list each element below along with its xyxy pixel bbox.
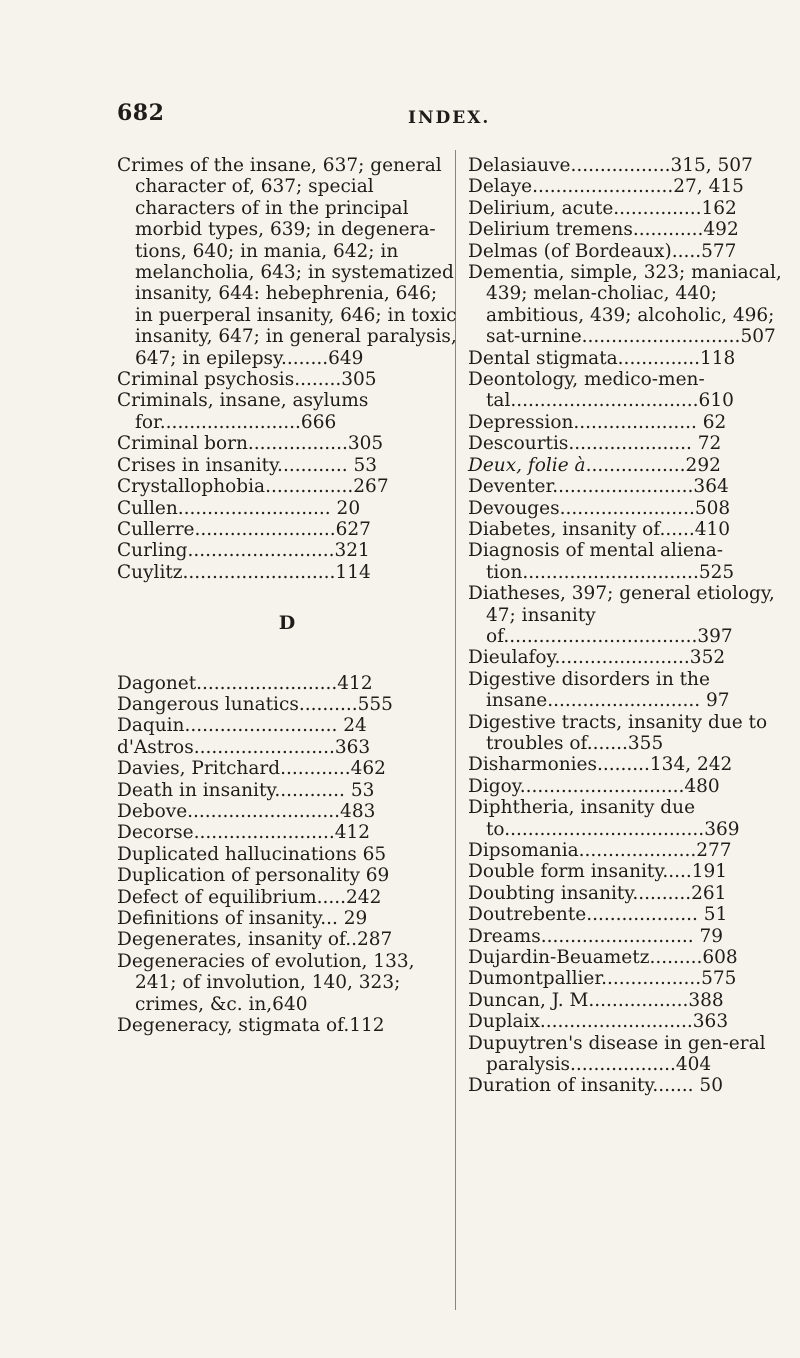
right-column: [468, 155, 800, 1097]
index-entry: Cullen.......................... 20: [117, 497, 361, 519]
index-entry: Criminal psychosis........305: [117, 369, 377, 391]
index-entry: Dipsomania....................277: [468, 840, 732, 861]
index-entry: Delmas (of Bordeaux).....577: [468, 240, 737, 262]
index-entry: Dujardin-Beuametz.........608: [468, 947, 738, 969]
index-entry: Duration of insanity....... 50: [468, 1075, 723, 1097]
index-entry: Dupuytren's disease in gen-eral paralysis..................404: [468, 1032, 766, 1076]
index-entry: Deontology, medico-men-tal................................610: [468, 369, 734, 412]
index-entry: Duncan, J. M.................388: [468, 989, 724, 1011]
index-entry: Doutrebente................... 51: [468, 904, 728, 926]
page-header: [0, 0, 800, 130]
index-entry: Double form insanity.....191: [468, 861, 728, 883]
index-entry: Dumontpallier.................575: [468, 968, 737, 990]
index-entry: Davies, Pritchard............462: [117, 758, 386, 780]
index-entry: Curling.........................321: [117, 540, 370, 562]
index-entry: Diphtheria, insanity due to..................................369: [468, 797, 740, 840]
index-entry: Degeneracy, stigmata of.112: [117, 1015, 385, 1037]
index-entry: Definitions of insanity... 29: [117, 908, 368, 929]
index-entry: Digestive disorders in the insane.......................... 97: [468, 668, 730, 712]
index-entry: Crises in insanity............ 53: [117, 454, 378, 476]
index-entry: Duplaix..........................363: [468, 1011, 729, 1033]
index-entry: Delirium tremens............492: [468, 219, 739, 241]
index-entry: Crystallophobia...............267: [117, 476, 389, 498]
index-entry: Deventer........................364: [468, 476, 729, 498]
index-entry: Descourtis..................... 72: [468, 433, 722, 455]
index-entry: Dreams.......................... 79: [468, 925, 724, 947]
index-entry: Depression..................... 62: [468, 411, 727, 433]
index-entry: Dental stigmata..............118: [468, 347, 736, 369]
index-entry: Defect of equilibrium.....242: [117, 886, 382, 908]
index-entry: Diagnosis of mental aliena-tion..............................525: [468, 540, 735, 583]
index-entry: Degeneracies of evolution, 133, 241; of involution, 140, 323; crimes, &c. in,640: [117, 950, 415, 1015]
index-entry: Cuylitz..........................114: [117, 561, 371, 583]
index-entry: Death in insanity............ 53: [117, 779, 375, 801]
index-entry: Devouges.......................508: [468, 497, 731, 519]
index-entry: Daquin.......................... 24: [117, 715, 367, 737]
index-entry: Diabetes, insanity of......410: [468, 518, 731, 540]
index-entry: Dieulafoy.......................352: [468, 647, 726, 669]
index-entry: Crimes of the insane, 637; general character of, 637; special characters of in the principal morbid types, 639; in degenera-tions, 640; in mania, 642; in melancholia, 643; in systematized insanity, 644: hebephrenia, 646; in puerperal insanity, 646; in toxic insanity, 647; in general paralysis, 647; in epilepsy........649: [117, 155, 457, 369]
index-entry: Deux, folie à.................292: [468, 454, 721, 476]
index-entry: Decorse........................412: [117, 822, 371, 844]
index-entry: Criminal born.................305: [117, 433, 384, 455]
running-head: INDEX.: [408, 108, 491, 128]
index-entry: Delaye........................27, 415: [468, 176, 744, 198]
index-entry: Delirium, acute...............162: [468, 197, 737, 219]
index-entry: Dagonet........................412: [117, 672, 373, 694]
index-entry: Cullerre........................627: [117, 518, 371, 540]
section-letter: D: [278, 612, 296, 635]
index-entry: Duplication of personality 69: [117, 865, 390, 887]
index-entry: Diatheses, 397; general etiology, 47; insanity of.................................397: [468, 583, 775, 647]
index-entry: Disharmonies.........134, 242: [468, 754, 733, 776]
page-number: 682: [117, 100, 165, 126]
index-entry: Delasiauve.................315, 507: [468, 155, 753, 176]
index-entry: Degenerates, insanity of..287: [117, 929, 393, 951]
index-entry: d'Astros........................363: [117, 736, 371, 758]
index-entry: Digestive tracts, insanity due to troubles of.......355: [468, 711, 768, 754]
index-entry: Digoy............................480: [468, 775, 720, 797]
left-column: [117, 155, 457, 1036]
index-entry: Dangerous lunatics..........555: [117, 693, 393, 715]
index-entry: Debove..........................483: [117, 800, 376, 822]
index-entry: Doubting insanity..........261: [468, 882, 727, 904]
index-entry: Dementia, simple, 323; maniacal, 439; melan-choliac, 440; ambitious, 439; alcoholic, 496; sat-urnine...........................507: [468, 262, 782, 348]
index-entry: Criminals, insane, asylums for........................666: [117, 390, 369, 433]
index-entry: Duplicated hallucinations 65: [117, 843, 387, 865]
